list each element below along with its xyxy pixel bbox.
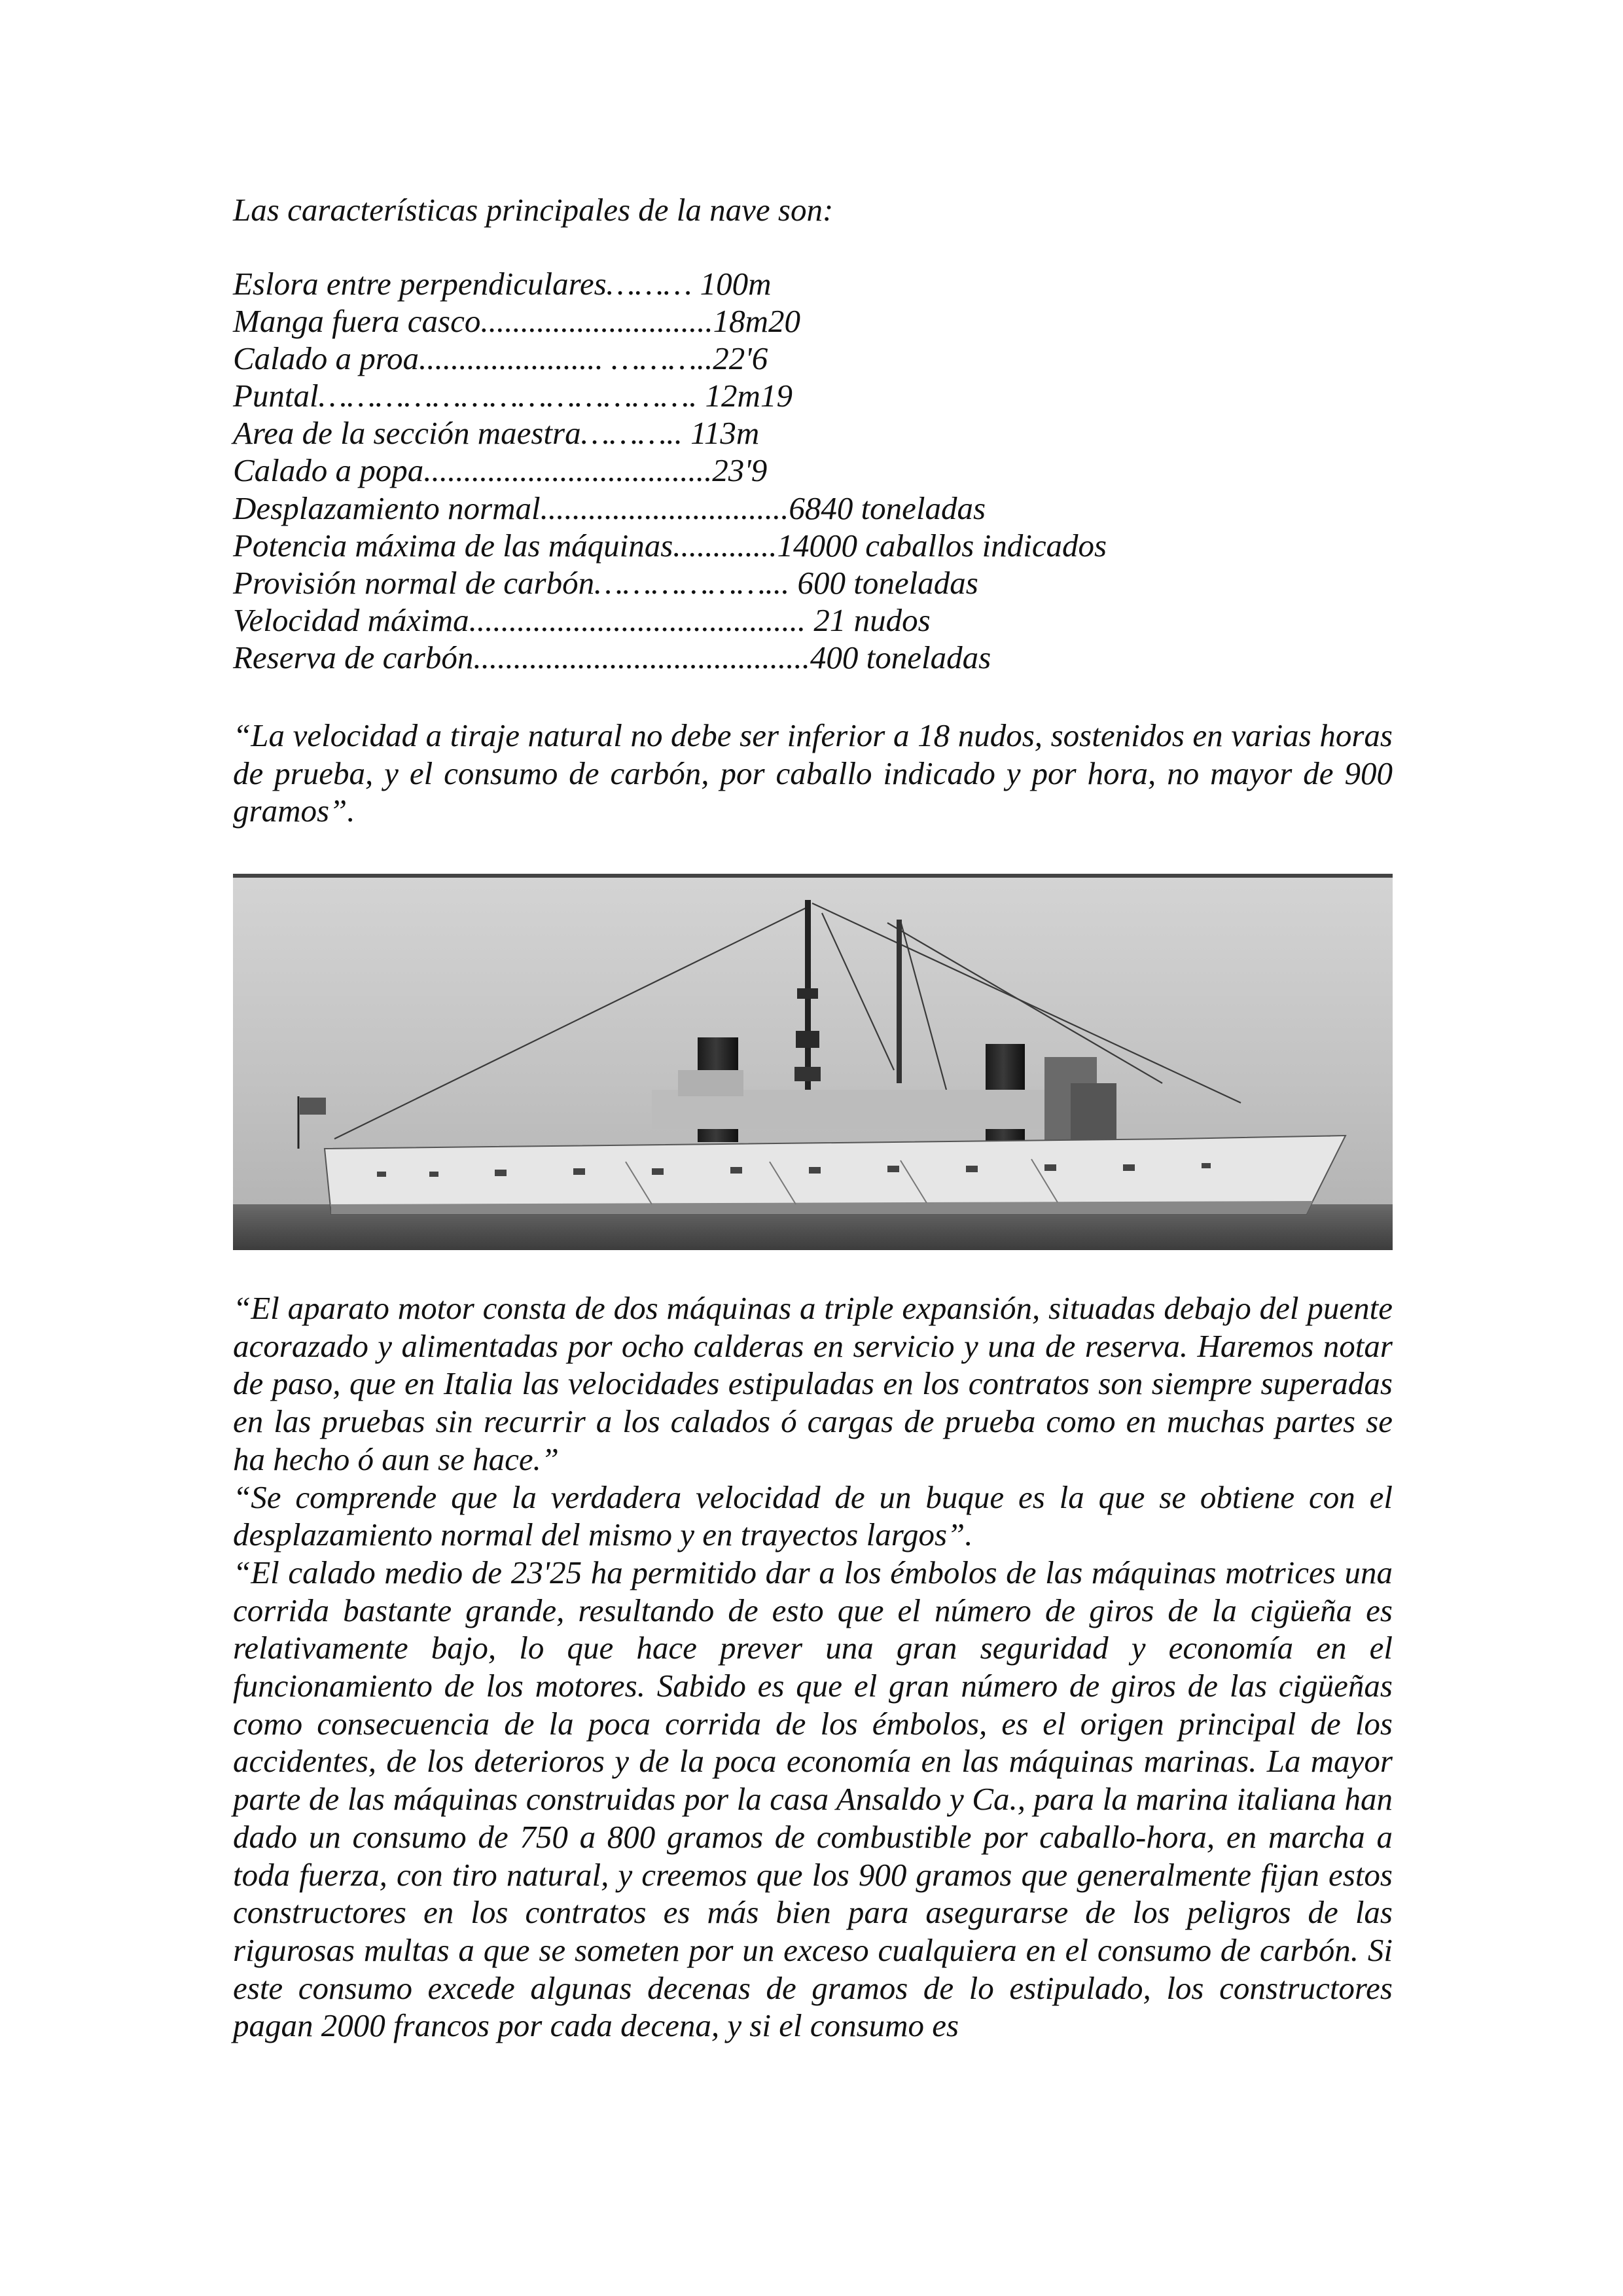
- spec-line: Velocidad máxima.......................................... 21 nudos: [233, 601, 931, 638]
- body-text: [233, 1289, 1393, 2045]
- spec-line: Area de la sección maestra……….. 113m: [233, 415, 760, 452]
- intro-line: Las características principales de la nave son:: [233, 192, 834, 228]
- warship-photo: [233, 874, 1393, 1250]
- spec-line: Calado a proa....................... ………..22'6: [233, 340, 768, 377]
- spec-line: Puntal…………………………………. 12m19: [233, 378, 793, 414]
- paragraph: “Se comprende que la verdadera velocidad de un buque es la que se obtiene con el desplazamiento normal del mismo y en trayectos largos”.: [233, 1479, 1393, 1553]
- spec-line: Calado a popa....................................23'9: [233, 452, 768, 489]
- spec-line: Potencia máxima de las máquinas.............14000 caballos indicados: [233, 527, 1107, 564]
- spec-line: Desplazamiento normal...............................6840 toneladas: [233, 490, 986, 526]
- speed-quote: “La velocidad a tiraje natural no debe ser inferior a 18 nudos, sostenidos en varias horas de prueba, y el consumo de carbón, por caballo indicado y por hora, no mayor de 900 gramos”.: [233, 717, 1393, 829]
- spec-line: Provisión normal de carbón………………... 600 toneladas: [233, 564, 978, 601]
- paragraph: “El calado medio de 23'25 ha permitido dar a los émbolos de las máquinas motrices una corrida bastante grande, resultando de esto que el número de giros de la cigüeña es relativamente bajo, lo que hace prever una gran seguridad y economía en el funcionamiento de los motores. Sabido es que el gran número de giros de las cigüeñas como consecuencia de la poca corrida de los émbolos, es el origen principal de los accidentes, de los deterioros y de la poca economía en las máquinas marinas. La mayor parte de las máquinas construidas por la casa Ansaldo y Ca., para la marina italiana han dado un consumo de 750 a 800 gramos de combustible por caballo-hora, en marcha a toda fuerza, con tiro natural, y creemos que los 900 gramos que generalmente fijan estos constructores en los contratos es más bien para asegurarse de los peligros de las rigurosas multas a que se someten por un exceso cualquiera en el consumo de carbón. Si este consumo excede algunas decenas de gramos de lo estipulado, los constructores pagan 2000 francos por cada decena, y si el consumo es: [233, 1554, 1393, 2044]
- specifications-list: [233, 265, 1107, 676]
- spec-line: Reserva de carbón..........................................400 toneladas: [233, 639, 991, 675]
- spec-line: Eslora entre perpendiculares……… 100m: [233, 266, 772, 302]
- paragraph: “El aparato motor consta de dos máquinas a triple expansión, situadas debajo del puente acorazado y alimentadas por ocho calderas en servicio y una de reserva. Haremos notar de paso, que en Italia las velocidades estipuladas en los contratos son siempre superadas en las pruebas sin recurrir a los calados ó cargas de prueba como en muchas partes se ha hecho ó aun se hace.”: [233, 1290, 1393, 1477]
- spec-line: Manga fuera casco.............................18m20: [233, 303, 800, 340]
